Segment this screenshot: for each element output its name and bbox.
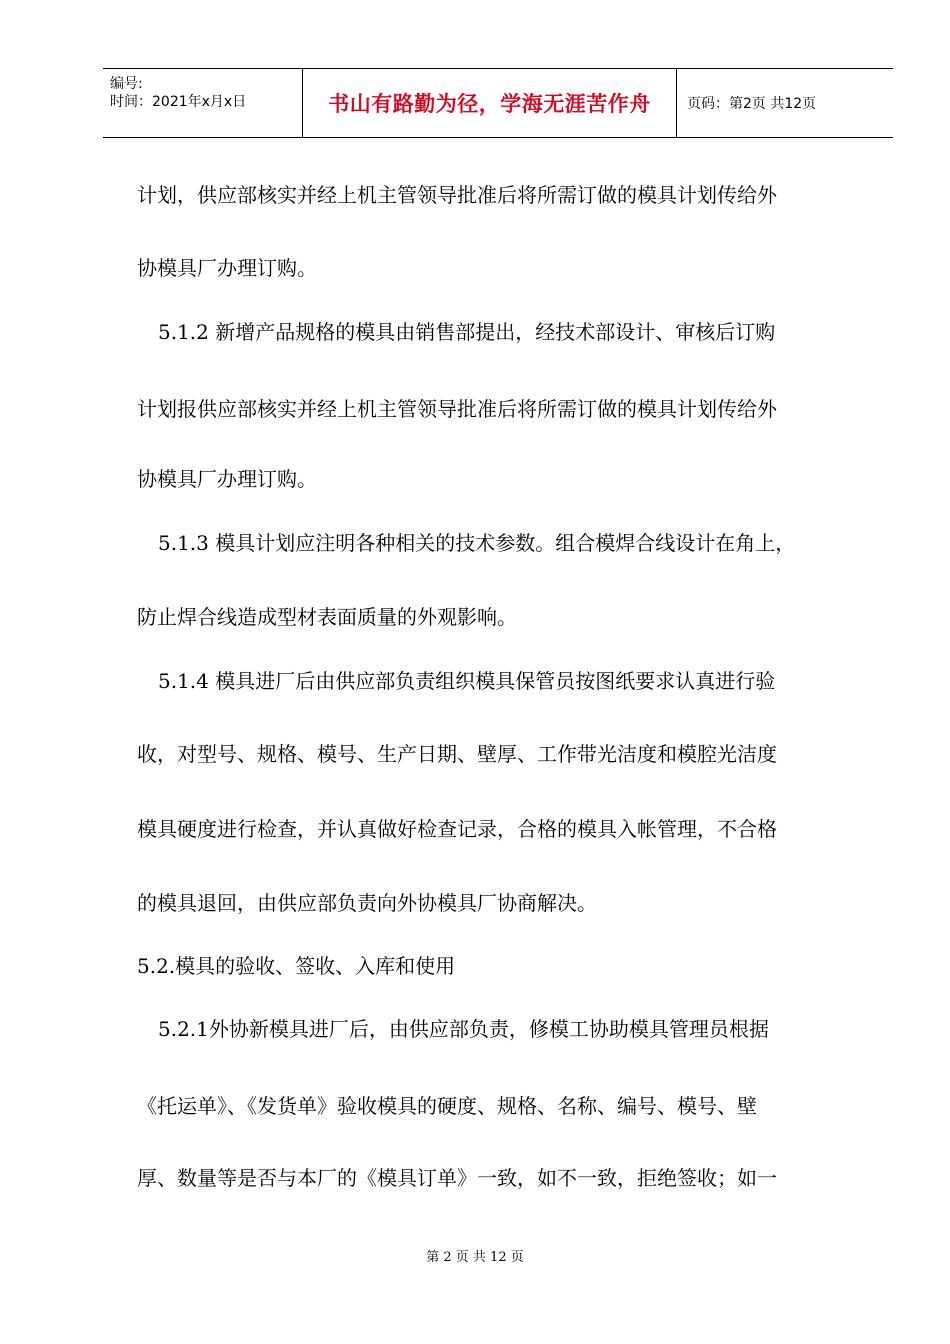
body-line: 协模具厂办理订购。 bbox=[137, 467, 317, 491]
number-label: 编号: bbox=[110, 76, 143, 92]
body-line: 防止焊合线造成型材表面质量的外观影响。 bbox=[137, 605, 517, 629]
body-line: 模具硬度进行检查，并认真做好检查记录，合格的模具入帐管理，不合格 bbox=[137, 817, 777, 841]
body-line: 5.1.2 新增产品规格的模具由销售部提出，经技术部设计、审核后订购 bbox=[158, 320, 776, 344]
header-page-cell bbox=[677, 69, 893, 137]
page-footer: 第 2 页 共 12 页 bbox=[426, 1250, 524, 1265]
time-label: 时间：2021年x月x日 bbox=[110, 94, 247, 110]
body-line: 5.1.3 模具计划应注明各种相关的技术参数。组合模焊合线设计在角上， bbox=[158, 531, 796, 555]
body-line: 5.2.1外协新模具进厂后，由供应部负责，修模工协助模具管理员根据 bbox=[158, 1017, 769, 1041]
header-meta-cell bbox=[103, 69, 303, 137]
body-line: 的模具退回，由供应部负责向外协模具厂协商解决。 bbox=[137, 891, 597, 915]
header-motto-cell bbox=[303, 69, 677, 137]
body-line: 收，对型号、规格、模号、生产日期、壁厚、工作带光洁度和模腔光洁度 bbox=[137, 742, 777, 766]
motto-text: 书山有路勤为径，学海无涯苦作舟 bbox=[328, 92, 651, 116]
body-line: 《托运单》、《发货单》验收模具的硬度、规格、名称、编号、模号、壁 bbox=[137, 1094, 757, 1118]
body-line: 5.1.4 模具进厂后由供应部负责组织模具保管员按图纸要求认真进行验 bbox=[158, 669, 776, 693]
body-line: 厚、数量等是否与本厂的《模具订单》一致，如不一致，拒绝签收；如一 bbox=[137, 1166, 777, 1190]
body-line: 协模具厂办理订购。 bbox=[137, 256, 317, 280]
body-line: 计划报供应部核实并经上机主管领导批准后将所需订做的模具计划传给外 bbox=[137, 397, 777, 421]
section-heading: 5.2.模具的验收、签收、入库和使用 bbox=[137, 954, 456, 978]
body-line: 计划，供应部核实并经上机主管领导批准后将所需订做的模具计划传给外 bbox=[137, 183, 777, 207]
page-label: 页码：第2页 共12页 bbox=[687, 96, 817, 112]
document-header bbox=[103, 68, 893, 138]
